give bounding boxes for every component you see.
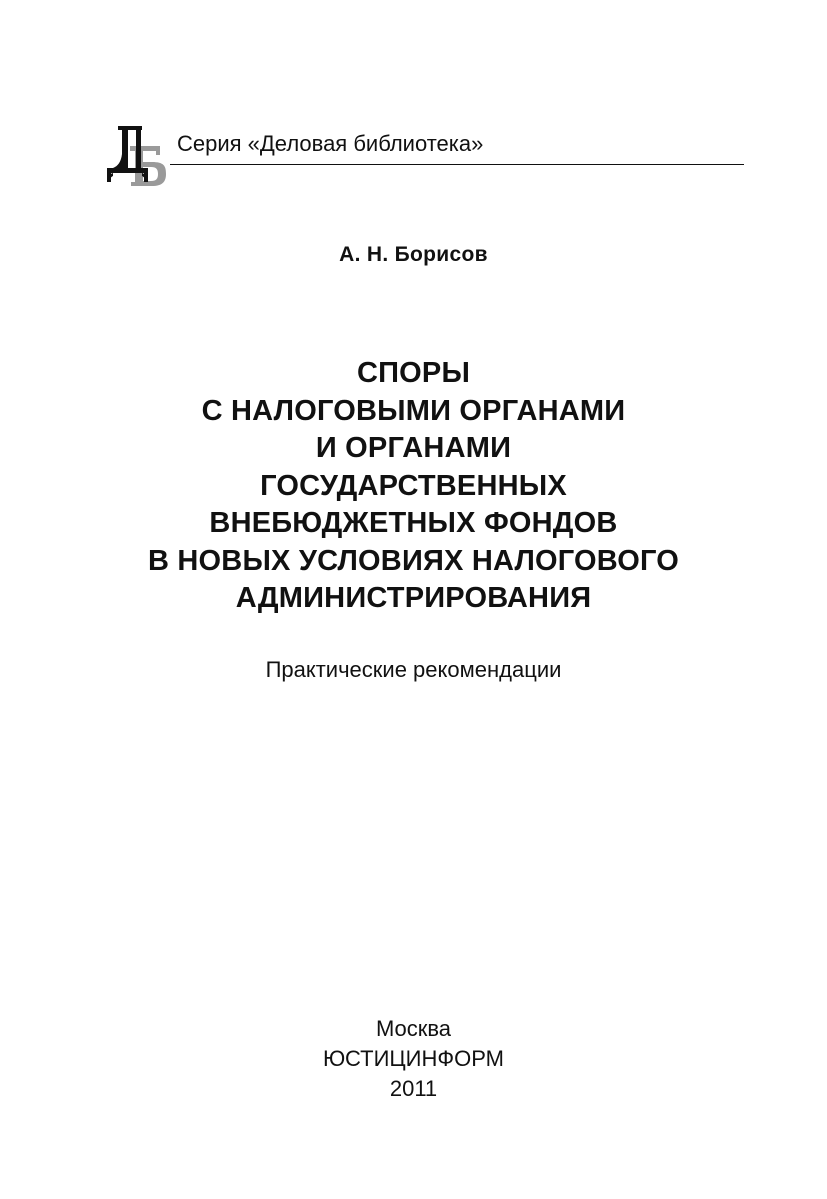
series-divider — [170, 164, 744, 165]
book-title-line: В НОВЫХ УСЛОВИЯХ НАЛОГОВОГО — [148, 544, 679, 577]
book-title-line: СПОРЫ — [356, 357, 471, 389]
book-title-line: АДМИНИСТРИРОВАНИЯ — [235, 582, 592, 614]
book-title-line: С НАЛОГОВЫМИ ОРГАНАМИ — [201, 394, 626, 427]
imprint-city: Москва — [375, 1016, 452, 1041]
author-name: А. Н. Борисов — [339, 243, 488, 266]
series-title: Серия «Деловая библиотека» — [177, 131, 484, 156]
db-monogram-logo — [104, 124, 170, 190]
imprint-year: 2011 — [389, 1076, 438, 1101]
book-subtitle: Практические рекомендации — [265, 657, 562, 682]
imprint-publisher: ЮСТИЦИНФОРМ — [323, 1046, 504, 1071]
book-title-line: И ОРГАНАМИ — [315, 432, 512, 464]
book-title — [0, 355, 827, 618]
book-title-line: ГОСУДАРСТВЕННЫХ — [260, 469, 567, 502]
publisher-imprint — [0, 1014, 827, 1104]
book-title-line: ВНЕБЮДЖЕТНЫХ ФОНДОВ — [209, 507, 618, 539]
